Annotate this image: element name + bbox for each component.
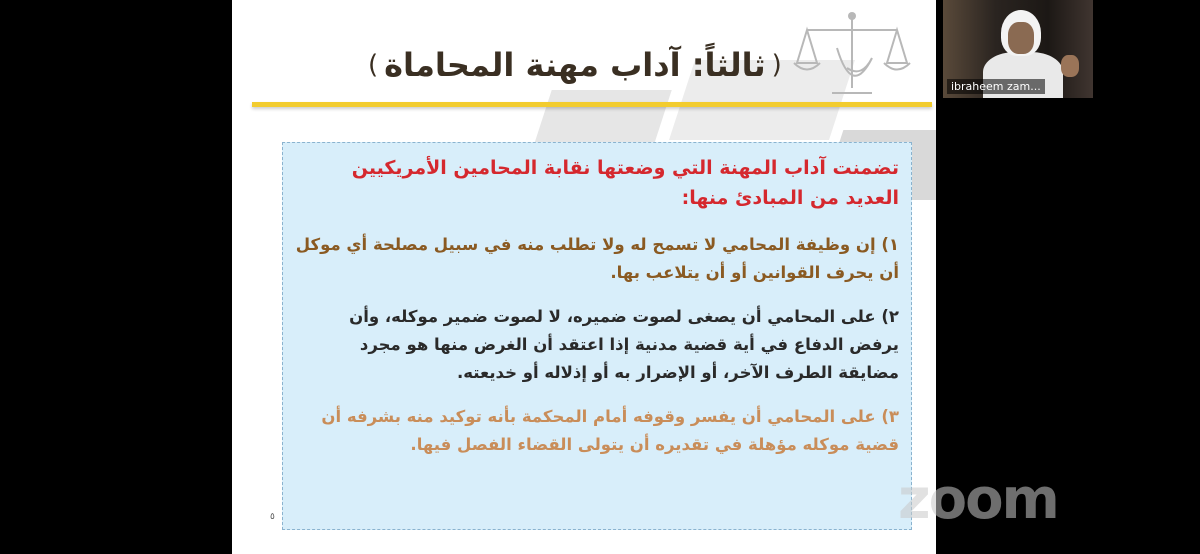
zoom-watermark: zoom — [898, 467, 1058, 532]
participant-hand — [1061, 55, 1079, 77]
title-paren-close: ) — [368, 50, 379, 80]
presentation-slide — [232, 0, 936, 554]
slide-page-number: ٥ — [270, 512, 275, 522]
slide-intro-text: تضمنت آداب المهنة التي وضعتها نقابة المحامين الأمريكيين العديد من المبادئ منها: — [351, 157, 899, 209]
participant-face — [1008, 22, 1034, 54]
slide-title-row — [362, 30, 802, 100]
participant-name-label: ibraheem zam... — [947, 79, 1045, 94]
principle-3: ٣) على المحامي أن يفسر وقوفه أمام المحكمة بأنه توكيد منه بشرفه أن قضية موكله مؤهلة في تقديره أن يتولى القضاء الفصل فيها. — [321, 407, 899, 454]
title-paren-open: ( — [771, 50, 782, 80]
participant-video-tile[interactable] — [943, 0, 1093, 98]
principle-1: ١) إن وظيفة المحامي لا تسمح له ولا تطلب منه في سبيل مصلحة أي موكل أن يحرف القوانين أو أن يتلاعب بها. — [295, 235, 899, 282]
principle-2: ٢) على المحامي أن يصغى لصوت ضميره، لا لصوت ضمير موكله، وأن يرفض الدفاع في أية قضية مدنية إذا اعتقد أن الغرض منها هو مجرد مضايقة الطرف الآخر، أو الإضرار به أو إذلاله أو خديعته. — [349, 307, 899, 382]
accent-bar — [252, 102, 932, 107]
slide-content-box — [282, 142, 912, 530]
slide-title: ثالثاً: آداب مهنة المحاماة — [384, 46, 766, 84]
scales-of-justice-logo — [792, 8, 912, 103]
